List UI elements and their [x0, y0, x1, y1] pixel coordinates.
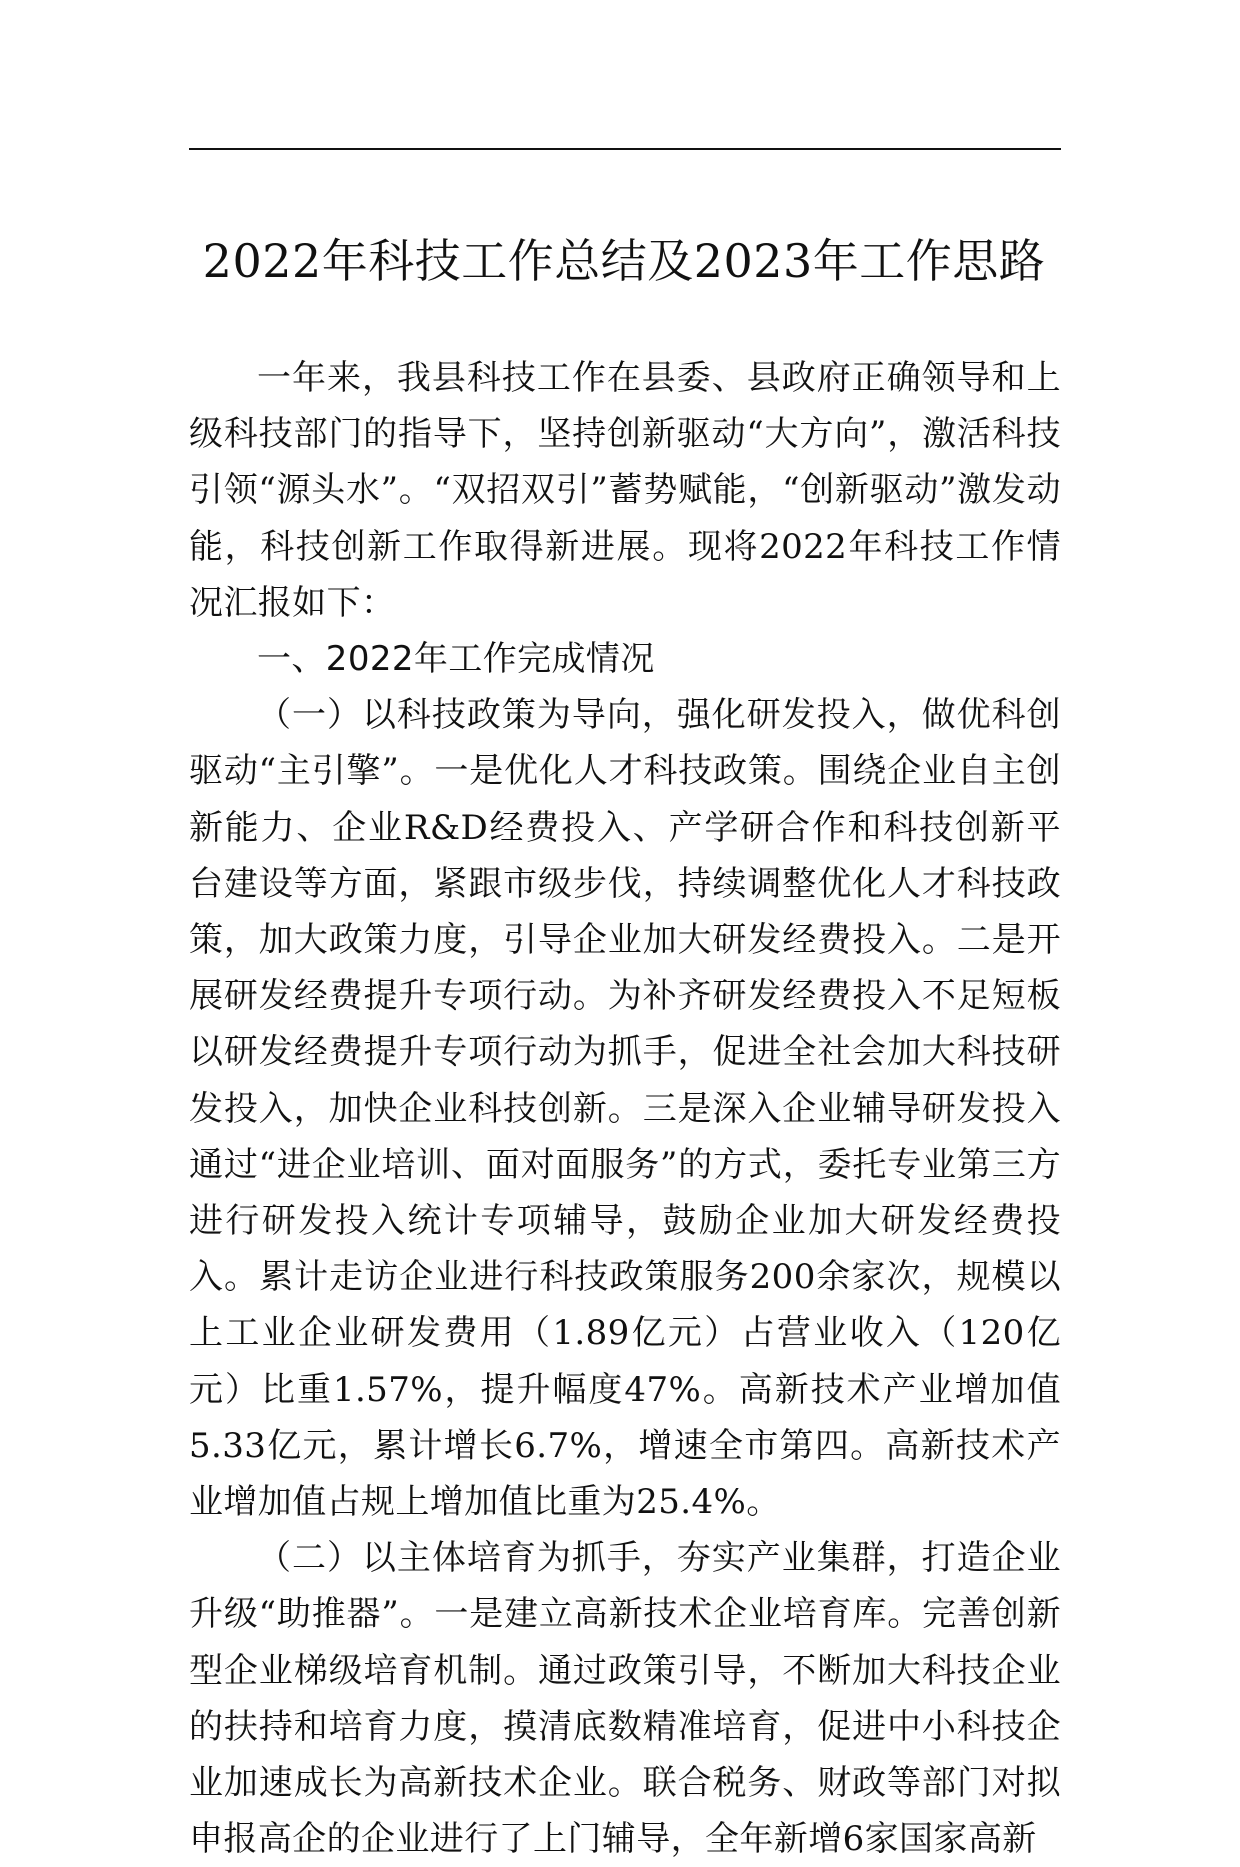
document-title: 2022年科技工作总结及2023年工作思路	[202, 234, 1046, 288]
body-paragraph: （二）以主体培育为抓手，夯实产业集群，打造企业升级“助推器”。一是建立高新技术企业培育库。完善创新型企业梯级培育机制。通过政策引导，不断加大科技企业的扶持和培育力度，摸清底数精准培育，促进中小科技企业加速成长为高新技术企业。联合税务、财政等部门对拟申报高企的企业进行了上门辅导，全年新增6家国家高新	[189, 1538, 1061, 1860]
body-paragraph: （一）以科技政策为导向，强化研发投入，做优科创驱动“主引擎”。一是优化人才科技政策。围绕企业自主创新能力、企业R&D经费投入、产学研合作和科技创新平台建设等方面，紧跟市级步伐，持续调整优化人才科技政策，加大政策力度，引导企业加大研发经费投入。二是开展研发经费提升专项行动。为补齐研发经费投入不足短板以研发经费提升专项行动为抓手，促进全社会加大科技研发投入，加快企业科技创新。三是深入企业辅导研发投入通过“进企业培训、面对面服务”的方式，委托专业第三方进行研发投入统计专项辅导，鼓励企业加大研发经费投入。累计走访企业进行科技政策服务200余家次，规模以上工业企业研发费用（1.89亿元）占营业收入（120亿元）比重1.57%，提升幅度47%。高新技术产业增加值5.33亿元，累计增长6.7%，增速全市第四。高新技术产业增加值占规上增加值比重为25.4%。	[189, 695, 1061, 1523]
intro-paragraph: 一年来，我县科技工作在县委、县政府正确领导和上级科技部门的指导下，坚持创新驱动“大方向”，激活科技引领“源头水”。“双招双引”蓄势赋能，“创新驱动”激发动能，科技创新工作取得新进展。现将2022年科技工作情况汇报如下：	[189, 358, 1061, 623]
header-rule	[189, 148, 1061, 150]
section-heading: 一、2022年工作完成情况	[257, 639, 655, 680]
document-body	[189, 350, 1061, 1867]
